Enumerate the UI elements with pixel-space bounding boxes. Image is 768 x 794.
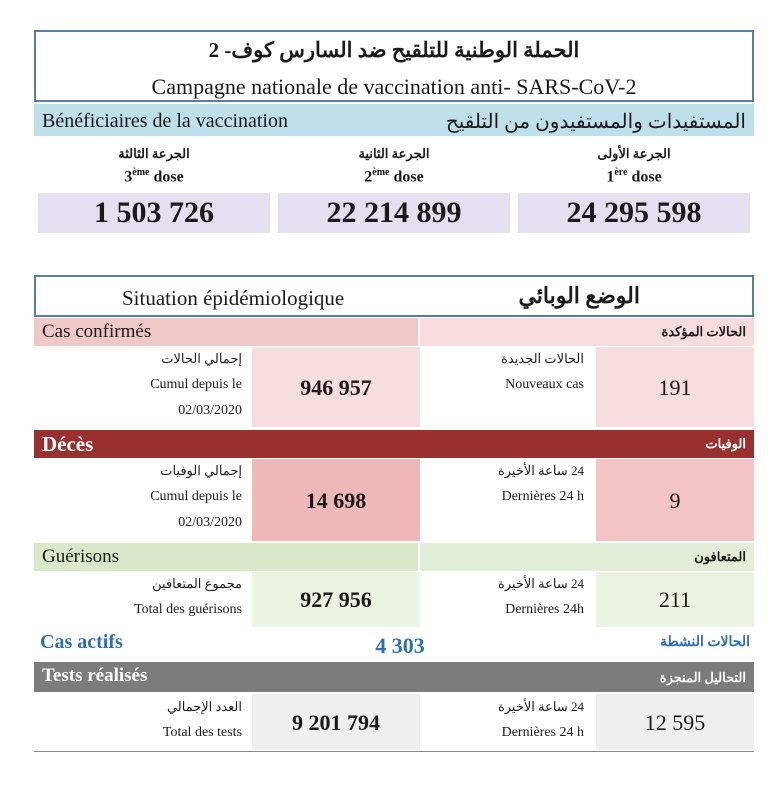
recovered-total-value: 927 956 [300, 587, 372, 612]
active-label-fr: Cas actifs [40, 631, 123, 653]
deaths-header [34, 430, 754, 458]
active-label-ar: الحالات النشطة [660, 635, 750, 650]
dose-1-label-ar: الجرعة الأولى [597, 146, 671, 161]
tests-total-value: 9 201 794 [292, 710, 380, 735]
recovered-last-label: 24 ساعة الأخيرة Dernières 24h [497, 576, 584, 617]
dose-3-header [38, 146, 270, 186]
table-bottom-rule [34, 751, 754, 752]
tests-total-label: العدد الإجمالي Total des tests [162, 699, 242, 740]
dose-1-header [518, 146, 750, 186]
vaccination-band-fr: Bénéficiaires de la vaccination [42, 110, 288, 132]
confirmed-new-label: الحالات الجديدة Nouveaux cas [501, 351, 584, 392]
dose-2-header [278, 146, 510, 186]
dose-3-label-fr: 3ème dose [124, 167, 184, 186]
dose-3-value: 1 503 726 [38, 193, 270, 233]
tests-header [34, 662, 754, 692]
epi-title-fr: Situation épidémiologique [122, 286, 345, 310]
tests-header-fr: Tests réalisés [42, 665, 148, 686]
epi-title-box [34, 275, 754, 317]
dose-2-label-ar: الجرعة الثانية [358, 146, 430, 161]
campaign-title-fr: Campagne nationale de vaccination anti- SARS-CoV-2 [151, 74, 637, 99]
recovered-header-ar: المتعافون [694, 549, 746, 564]
campaign-title-ar: الحملة الوطنية للتلقيح ضد السارس كوف- 2 [208, 38, 580, 62]
vaccination-band-ar: المستفيدات والمستفيدون من التلقيح [445, 111, 746, 133]
tests-header-ar: التحاليل المنجزة [659, 670, 746, 685]
confirmed-header-ar: الحالات المؤكدة [661, 324, 746, 339]
recovered-last-value: 211 [658, 587, 692, 612]
recovered-header-fr: Guérisons [42, 546, 120, 567]
tests-last-label: 24 ساعة الأخيرة Dernières 24 h [497, 699, 584, 740]
confirmed-header-fr: Cas confirmés [42, 321, 152, 342]
dose-3-label-ar: الجرعة الثالثة [118, 146, 190, 161]
confirmed-header [34, 318, 754, 346]
confirmed-cumul-value: 946 957 [300, 375, 372, 400]
dose-1-label-fr: 1ère dose [606, 167, 662, 186]
vaccination-band [34, 104, 754, 136]
deaths-header-ar: الوفيات [705, 436, 746, 451]
campaign-title-box [34, 30, 754, 102]
recovered-total-label: مجموع المتعافين Total des guérisons [134, 576, 242, 617]
tests-last-value: 12 595 [644, 710, 706, 735]
confirmed-cumul-label: إجمالي الحالات Cumul depuis le 02/03/2020 [150, 351, 242, 418]
deaths-last-value: 9 [669, 488, 681, 513]
deaths-last-label: 24 ساعة الأخيرة Dernières 24 h [497, 463, 584, 504]
recovered-header [34, 543, 754, 571]
epi-title-ar: الوضع الوبائي [518, 283, 640, 308]
dose-1-value: 24 295 598 [518, 193, 750, 233]
confirmed-new-value: 191 [658, 375, 692, 400]
deaths-header-fr: Décès [42, 432, 94, 456]
deaths-cumul-value: 14 698 [305, 488, 367, 513]
dose-2-value: 22 214 899 [278, 193, 510, 233]
active-value: 4 303 [375, 633, 425, 658]
dose-2-label-fr: 2ème dose [364, 167, 424, 186]
deaths-cumul-label: إجمالي الوفيات Cumul depuis le 02/03/2020 [150, 463, 242, 530]
